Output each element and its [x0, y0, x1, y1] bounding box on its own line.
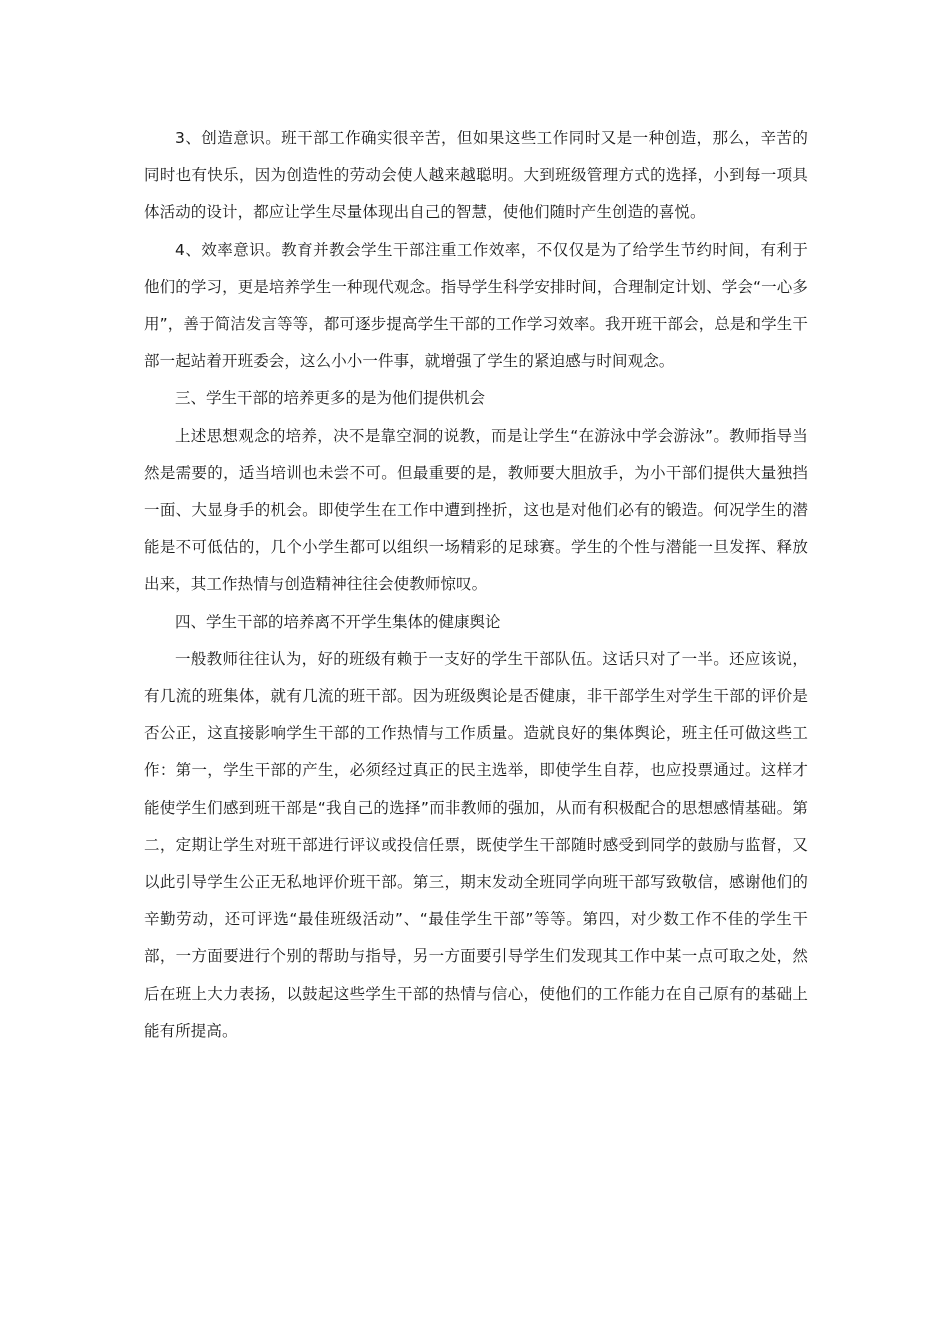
paragraph-public-opinion: 一般教师往往认为，好的班级有赖于一支好的学生干部队伍。这话只对了一半。还应该说，有几流的班集体，就有几流的班干部。因为班级舆论是否健康，非干部学生对学生干部的评价是否公正，这直接影响学生干部的工作热情与工作质量。造就良好的集体舆论，班主任可做这些工作：第一，学生干部的产生，必须经过真正的民主选举，即使学生自荐，也应投票通过。这样才能使学生们感到班干部是“我自己的选择”而非教师的强加，从而有积极配合的思想感情基础。第二，定期让学生对班干部进行评议或投信任票，既使学生干部随时感受到同学的鼓励与监督，又以此引导学生公正无私地评价班干部。第三，期末发动全班同学向班干部写致敬信，感谢他们的辛勤劳动，还可评选“最佳班级活动”、“最佳学生干部”等等。第四，对少数工作不佳的学生干部，一方面要进行个别的帮助与指导，另一方面要引导学生们发现其工作中某一点可取之处，然后在班上大力表扬，以鼓起这些学生干部的热情与信心，使他们的工作能力在自己原有的基础上能有所提高。 [144, 649, 808, 1040]
paragraph-efficiency-awareness: 4、效率意识。教育并教会学生干部注重工作效率，不仅仅是为了给学生节约时间，有利于他们的学习，更是培养学生一种现代观念。指导学生科学安排时间，合理制定计划、学会“一心多用”，善于简洁发言等等，都可逐步提高学生干部的工作学习效率。我开班干部会，总是和学生干部一起站着开班委会，这么小小一件事，就增强了学生的紧迫感与时间观念。 [144, 240, 808, 371]
section-heading-three: 三、学生干部的培养更多的是为他们提供机会 [175, 389, 486, 408]
paragraph-providing-opportunities: 上述思想观念的培养，决不是靠空洞的说教，而是让学生“在游泳中学会游泳”。教师指导当然是需要的，适当培训也未尝不可。但最重要的是，教师要大胆放手，为小干部们提供大量独挡一面、大显身手的机会。即使学生在工作中遭到挫折，这也是对他们必有的锻造。何况学生的潜能是不可低估的，几个小学生都可以组织一场精彩的足球赛。学生的个性与潜能一旦发挥、释放出来，其工作热情与创造精神往往会使教师惊叹。 [144, 426, 808, 594]
document-page [144, 120, 808, 1050]
paragraph-creativity-awareness: 3、创造意识。班干部工作确实很辛苦，但如果这些工作同时又是一种创造，那么，辛苦的同时也有快乐，因为创造性的劳动会使人越来越聪明。大到班级管理方式的选择，小到每一项具体活动的设计，都应让学生尽量体现出自己的智慧，使他们随时产生创造的喜悦。 [144, 129, 808, 222]
section-heading-four: 四、学生干部的培养离不开学生集体的健康舆论 [175, 612, 501, 631]
